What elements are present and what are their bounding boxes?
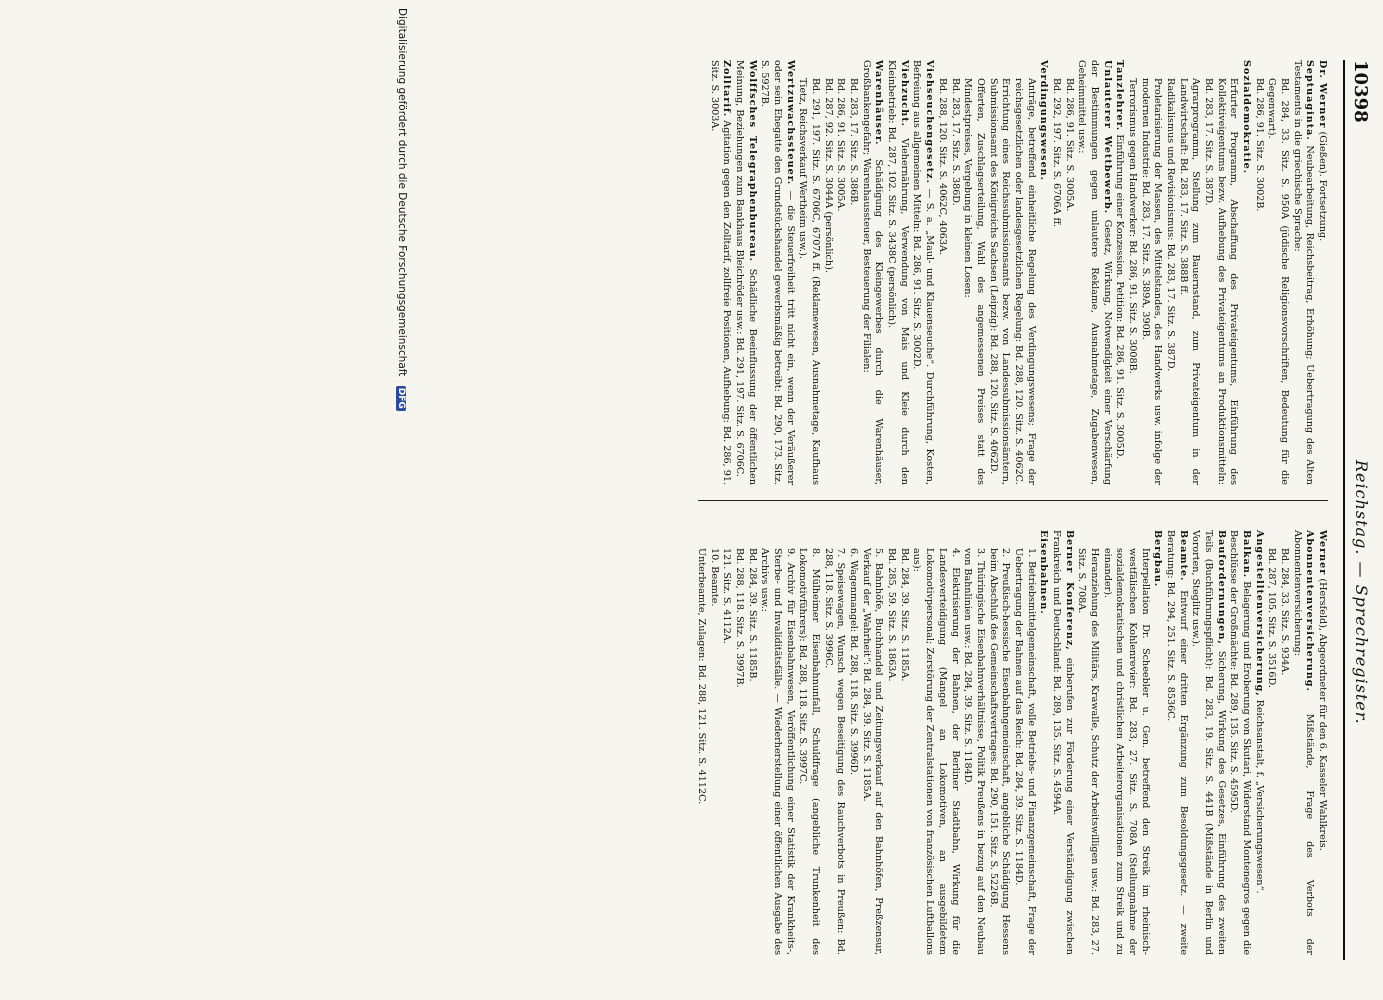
register-entry <box>986 60 1011 485</box>
entry-heading: Werner <box>1317 530 1328 576</box>
running-head: Reichstag. — Sprechregister. <box>1352 460 1371 725</box>
entry-text: Viehernährung, Verwendung von Mais und Kleie durch den Kleinbetrieb: Bd. 287, 102. Sitz. S. 3438C (persönlich). <box>886 60 910 485</box>
right-column <box>688 530 1328 955</box>
entry-text: (Hersfeld), Abgeordneter für den 6. Kasseler Wahlkreis. <box>1317 575 1328 851</box>
entry-text: Belagerung und Eroberung von Skutari, Widerstand Montenegros gegen die Beschlüsse der Großmächte: Bd. 289, 135. Sitz. S. 4595D. <box>1228 530 1252 955</box>
entry-text: Bd. 288, 120. Sitz. S. 4062C, 4063A. <box>936 78 948 255</box>
entry-text: Terrorismus gegen Handwerker: Bd. 286, 91. Sitz. S. 3008B. <box>1126 78 1138 374</box>
register-entry <box>732 60 757 485</box>
register-entry <box>1290 530 1315 955</box>
register-entry <box>1163 60 1176 485</box>
entry-text: Einführung einer Konzession. Petition: Bd. 286, 91. Sitz. S. 3005D. <box>1114 131 1126 459</box>
entry-text: Reichsanstalt, f. „Versicherungswesen“. <box>1253 696 1265 894</box>
register-entry <box>846 60 859 485</box>
column-divider <box>698 500 1328 501</box>
register-entry <box>758 530 796 955</box>
entry-text: Proletarisierung der Massen, des Mittelstandes, des Handwerks usw. infolge der modernen Industrie: Bd. 283, 17. Sitz. S. 389A, 390B. <box>1139 78 1164 485</box>
entry-heading: Septuaginta. <box>1304 60 1316 141</box>
entry-text: Bd. 288, 118. Sitz. S. 3997B. <box>734 548 746 688</box>
register-entry <box>1315 530 1328 955</box>
entry-text: Interpellation Dr. Scheebler u. Gen. betreffend den Streik im rheinisch-westfälischen Kohlenrevier: Bd. 283, 27. Sitz. S. 708A (Stellungnahme der sozialdemokratischen und christlichen Arbeiterorganisationen zum Streik und zu einander). <box>1101 548 1151 955</box>
page-number: 10398 <box>1350 60 1371 123</box>
entry-text: Bd. 283, 17. Sitz. S. 386B. <box>848 78 860 206</box>
register-entry <box>1049 530 1074 955</box>
entry-heading: Unlauterer Wettbewerb. <box>1101 60 1113 215</box>
entry-heading: Bergbau. <box>1152 530 1164 588</box>
entry-heading: Zolltarif. <box>721 60 733 118</box>
entry-heading: Wertzuwachssteuer. <box>784 60 796 186</box>
register-entry <box>1201 60 1239 485</box>
entry-text: Anträge, betreffend einheitliche Regelung des Verdingungswesens; Frage der reichsgesetzlichen oder landesgesetzlichen Regelung: Bd. 288, 120. Sitz. S. 4062C. <box>1012 78 1037 485</box>
entry-heading: Warenhäuser. <box>873 60 885 146</box>
register-entry <box>758 60 796 485</box>
left-column <box>688 60 1328 485</box>
entry-text: Errichtung eines Reichssubmissionsamts bezw. von Landessubmissionsämtern, Submissionsamt des Königreichs Sachsen (Leipzig): Bd. 288, 120. Sitz. S. 4062D. <box>987 78 1012 485</box>
entry-heading: Angestelltenversicherung, <box>1253 530 1265 697</box>
entry-text: 121. Sitz. S. 4112A. <box>721 548 733 644</box>
entry-text: Bd. 284, 39. Sitz. S. 1185B. <box>746 548 758 682</box>
page-header <box>1347 60 1371 960</box>
register-entry <box>1227 530 1252 955</box>
register-entry <box>897 530 910 955</box>
entry-heading: Balkan. <box>1240 530 1252 579</box>
entry-text: Bd. 292, 197. Sitz. S. 6706A ff. <box>1050 78 1062 228</box>
entry-text: Agrarprogramm, Stellung zum Bauernstand, zum Privateigentum in der Landwirtschaft: Bd. 283, 17. Sitz. S. 388B ff. <box>1177 78 1202 485</box>
entry-heading: Baufordernungen, <box>1215 530 1227 645</box>
digitization-credit <box>396 8 408 988</box>
entry-text: Bd. 286, 91. Sitz. S. 3002B. <box>1253 78 1265 212</box>
register-entry <box>796 530 821 955</box>
register-entry <box>732 530 745 955</box>
register-entry <box>961 60 986 485</box>
entry-text: Bd. 284, 33. Sitz. S. 934A. <box>1278 548 1290 676</box>
register-entry <box>910 60 935 485</box>
register-entry <box>884 60 909 485</box>
register-entry <box>935 60 948 485</box>
register-entry <box>707 530 720 955</box>
register-entry <box>1037 530 1050 955</box>
register-entry <box>694 530 707 955</box>
register-entry <box>1265 530 1278 955</box>
entry-text: Heranziehung des Militärs, Krawalle, Schutz der Arbeitswilligen usw.: Bd. 283, 27. Sitz. S. 708A. <box>1076 548 1100 955</box>
register-entry <box>910 530 961 955</box>
register-entry <box>1037 60 1050 485</box>
register-entry <box>884 530 897 955</box>
register-entry <box>1277 530 1290 955</box>
entry-heading: Verdingungswesen. <box>1038 60 1050 181</box>
entry-text: Schädigung des Kleingewerbes durch die Warenhäuser, Großbankengefahr; Warenhaussteuer, Besteuerung der Filialen: <box>860 60 885 485</box>
register-entry <box>1239 60 1252 485</box>
register-entry <box>821 530 846 955</box>
register-entry <box>1062 60 1075 485</box>
entry-text: Bd. 287, 92. Sitz. S. 3044A (persönlich). <box>822 78 834 273</box>
entry-heading: Berner Konferenz, <box>1063 530 1075 651</box>
register-entry <box>1100 530 1151 955</box>
entry-text: 7. Speisewagen, Wunsch wegen Beseitigung des Rauchverbots in Preußen: Bd. 288, 118. Sitz. S. 3996C. <box>822 548 847 955</box>
register-entry <box>1290 60 1315 485</box>
register-entry <box>961 530 986 955</box>
register-entry <box>821 60 834 485</box>
entry-text: Radikalismus und Revisionismus: Bd. 283, 17. Sitz. S. 387D. <box>1164 78 1176 372</box>
entry-text: 2. Preußisch-hessische Eisenbahngemeinschaft, angebliche Schädigung Hessens beim Abschluß des Gemeinschaftsvertrages: Bd. 290, 151. Sitz. S. 5226B. <box>987 548 1012 955</box>
register-entry <box>1011 530 1036 955</box>
entry-heading: Tanzlehrer. <box>1114 60 1126 132</box>
register-entry <box>1163 530 1188 955</box>
entry-text: 1. Betriebsmittelgemeinschaft, volle Betriebs- und Finanzgemeinschaft, Frage der Uebertragung der Bahnen auf das Reich: Bd. 284, 39. Sitz. S. 1184D. <box>1012 548 1037 955</box>
register-entry <box>834 60 847 485</box>
entry-text: — die Steuerfreiheit tritt nicht ein, wenn der Veräußerer oder sein Ehegatte den Grundstückshandel gewerbsmäßig betreibt: Bd. 290, 173. Sitz. S. 5927B. <box>759 60 796 485</box>
register-entry <box>1252 530 1265 955</box>
entry-text: Bd. 284, 39. Sitz. S. 1185A. <box>898 548 910 682</box>
entry-heading: Viehseuchengesetz. <box>924 60 936 184</box>
entry-text: Bd. 286, 91. Sitz. S. 3005A. <box>835 78 847 212</box>
entry-text: Erfurter Programm, Abschaffung des Privateigentums, Einführung des Kollektiveigentums bezw. Aufhebung des Privateigentums an Produktionsmitteln: Bd. 283, 17. Sitz. S. 387D. <box>1202 78 1240 485</box>
entry-text: 4. Elektrisierung der Bahnen, der Berliner Stadtbahn, Wirkung für die Landesverteidigung (Mangel an Lokomotiven, an ausgebildetem Lokomotivpersonal; Zerstörung der Zentralstationen von französischen Luftballons aus): <box>911 548 961 955</box>
entry-text: Bd. 283, 17. Sitz. S. 386D. <box>949 78 961 206</box>
register-entry <box>707 60 732 485</box>
entry-text: 3. Thüringische Eisenbahnverhältnisse, Politik Preußens in bezug auf den Neubau von Bahnlinien usw.: Bd. 284, 39. Sitz. S. 1184D. <box>962 548 986 955</box>
entry-text: Offerten, Zuschlagserteilung, Wahl des angemessenen Preises statt des Mindestpreises, Vergebung in kleinen Losen: <box>962 78 986 485</box>
entry-text: 9. Archiv für Eisenbahnwesen, Veröffentlichung einer Statistik der Krankheits-, Sterbe- und Invaliditätsfälle. — Wiederherstellung einer öffentlichen Ausgabe des Archivs usw.: <box>759 548 796 955</box>
entry-text: Mißstände, Frage des Verbots der Abonnentenversicherung: <box>1291 530 1316 955</box>
entry-text: 10. Beamte. <box>708 548 720 607</box>
register-entry <box>1075 530 1100 955</box>
register-entry <box>1075 60 1113 485</box>
entry-heading: Wolffsches Telegraphenbureau. <box>746 60 758 263</box>
entry-text: Schädliche Beeinflussung der öffentlichen Meinung, Beziehungen zum Bankhaus Bleichröder usw.: Bd. 291, 197. Sitz. S. 6706C. <box>734 60 758 485</box>
register-entry <box>796 60 821 485</box>
entry-text: Bd. 287, 105. Sitz. S. 3516D. <box>1266 548 1278 688</box>
register-entry <box>948 60 961 485</box>
register-entry <box>1138 60 1163 485</box>
entry-heading: Sozialdemokratie. <box>1240 60 1252 175</box>
entry-text: 5. Bahnhöfe, Buchhandel und Zeitungsverkauf auf den Bahnhöfen, Preßzensur, Verkauf der „Wahrheit“: Bd. 284, 39. Sitz. S. 1185A. <box>860 548 885 955</box>
register-entry <box>1252 60 1265 485</box>
entry-text: — S. a. „Maul- und Klauenseuche“. Durchführung, Kosten, Befreiung aus allgemeinen Mitteln: Bd. 286, 91. Sitz. S. 3002D. <box>911 60 936 485</box>
entry-text: Entwurf einer dritten Ergänzung zum Besoldungsgesetz. — zweite Beratung: Bd. 294, 251. Sitz. S. 8536C. <box>1164 530 1189 955</box>
entry-heading: Dr. Werner <box>1317 60 1328 129</box>
register-entry <box>1113 60 1126 485</box>
register-entry <box>846 530 859 955</box>
header-rule <box>1343 60 1345 960</box>
entry-text: Gesetz, Wirkung, Notwendigkeit einer Verschärfung der Bestimmungen gegen unlautere Reklame, Ausnahmetage, Zugabenwesen, Geheimmittel usw.: <box>1076 60 1113 485</box>
register-entry <box>986 530 1011 955</box>
entry-heading: Viehzucht. <box>898 60 910 128</box>
entry-text: Unterbeamte, Zulagen: Bd. 288, 121. Sitz. S. 4112C. <box>696 548 708 805</box>
register-entry <box>1011 60 1036 485</box>
entry-text: 6. Wagenmangel: Bd. 288, 118. Sitz. S. 3996D. <box>848 548 860 776</box>
register-entry <box>859 530 884 955</box>
entry-heading: Abonnentenversicherung. <box>1304 530 1316 692</box>
register-entry <box>745 530 758 955</box>
register-entry <box>1049 60 1062 485</box>
entry-text: 8. Mülheimer Eisenbahnunfall, Schuldfrage (angebliche Trunkenheit des Lokomotivführers): Bd. 288, 118. Sitz. S. 3997C. <box>797 548 822 955</box>
entry-text: einberufen zur Förderung einer Verständigung zwischen Frankreich und Deutschland: Bd. 289, 135. Sitz. S. 4594A. <box>1050 530 1075 955</box>
entry-text: Bd. 291, 197. Sitz. S. 6706C, 6707A ff. (Reklamewesen, Ausnahmetage, Kaufhaus Tietz, Reichsverkauf Wertheim usw.). <box>797 78 822 485</box>
register-entry <box>1265 60 1290 485</box>
entry-text: Agitation gegen den Zolltarif, zollfreie Positionen, Aufhebung: Bd. 286, 91. Sitz. S. 3003A. <box>708 60 733 485</box>
entry-heading: Eisenbahnen. <box>1038 530 1050 615</box>
register-entry <box>1315 60 1328 485</box>
entry-text: Bd. 286, 91. Sitz. S. 3005A. <box>1063 78 1075 212</box>
register-entry <box>1189 530 1227 955</box>
entry-text: (Gießen). Fortsetzung. <box>1317 128 1328 242</box>
credit-text: Digitalisierung gefördert durch die Deutsche Forschungsgemeinschaft <box>396 8 408 377</box>
register-entry <box>1176 60 1201 485</box>
register-entry <box>859 60 884 485</box>
entry-text: Neubearbeitung, Reichsbeitrag, Erhöhung; Uebertragung des Alten Testaments in die griechische Sprache: <box>1291 60 1316 485</box>
entry-text: Bd. 285, 59. Sitz. S. 1863A. <box>886 548 898 682</box>
register-entry <box>1151 530 1164 955</box>
entry-heading: Beamte. <box>1177 530 1189 582</box>
register-entry <box>720 530 733 955</box>
register-entry <box>1125 60 1138 485</box>
entry-text: Sicherung, Wirkung des Gesetzes, Einführung des zweiten Teils (Buchführungspflicht): Bd. 283, 19. Sitz. S. 441B (Mißstände in Berlin und Vororten, Steglitz usw.). <box>1190 530 1227 955</box>
entry-text: Bd. 284, 33. Sitz. S. 950A (jüdische Religionsvorschriften, Bedeutung für die Gegenwart). <box>1266 78 1290 485</box>
dfg-logo: DFG <box>396 387 406 409</box>
